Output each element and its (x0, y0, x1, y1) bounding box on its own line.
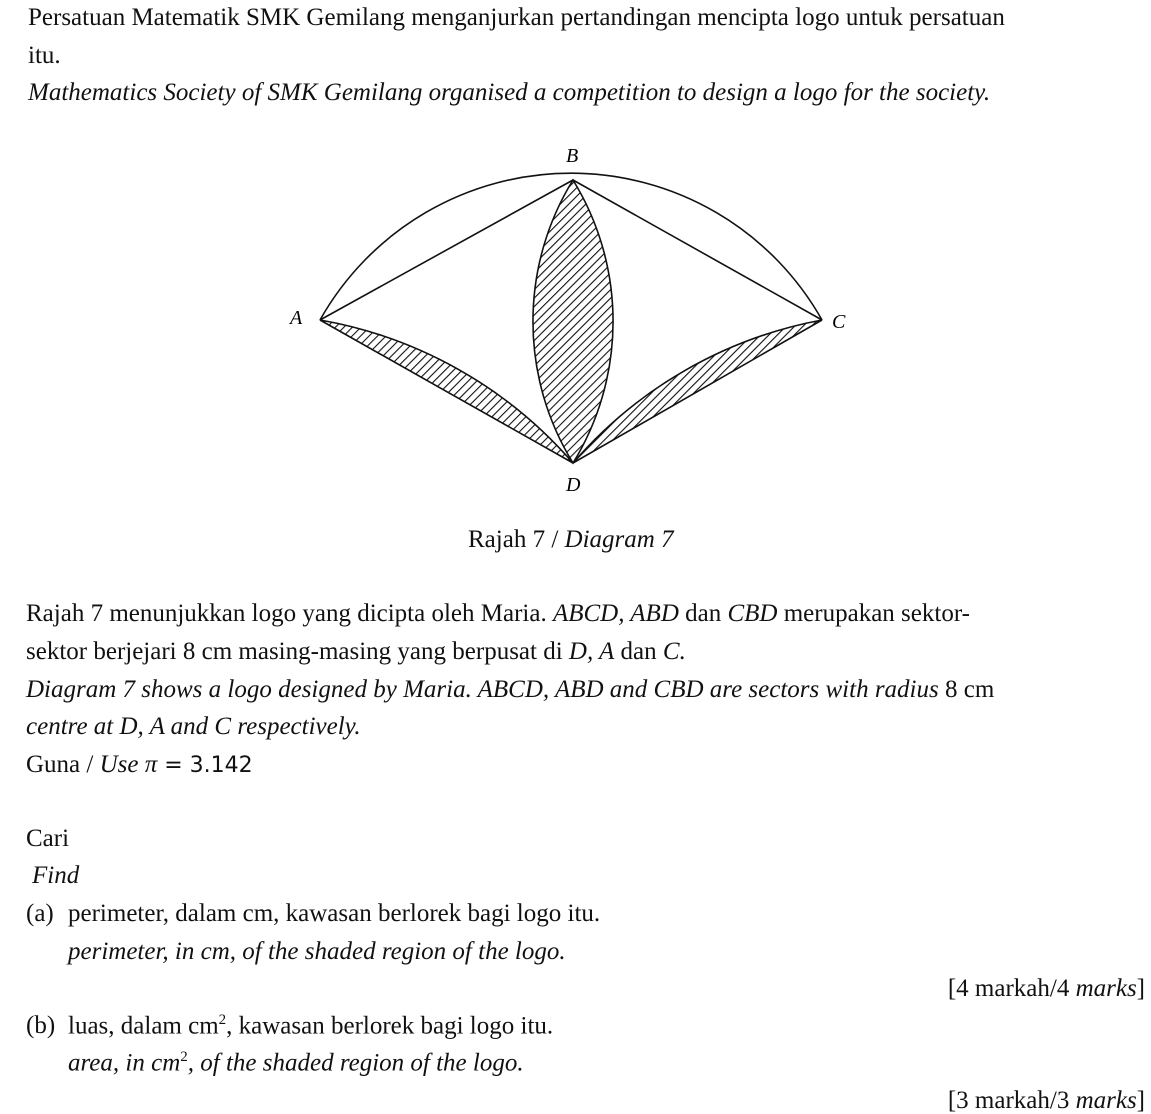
text: , of the shaded region of the logo. (187, 1049, 524, 1077)
text: [4 markah/4 (947, 975, 1076, 1002)
intro-english: Mathematics Society of SMK Gemilang organised a competition to design a logo for the society. (28, 79, 991, 106)
caption-english: Diagram 7 (564, 526, 674, 553)
text: area, in cm (68, 1049, 181, 1077)
text: 8 cm (938, 676, 995, 703)
question-b-malay (68, 1012, 553, 1040)
description-malay-line2 (26, 638, 686, 666)
text: [3 markah/3 (947, 1087, 1076, 1114)
text: Guna / (26, 751, 100, 778)
text: Rajah 7 menunjukkan logo yang dicipta oleh Maria. (26, 600, 553, 627)
text: C. (662, 638, 686, 665)
text: dan (678, 600, 728, 627)
text: ] (1136, 1087, 1145, 1114)
question-a-marks (948, 975, 1145, 1003)
intro-malay-line1: Persatuan Matematik SMK Gemilang menganjurkan pertandingan mencipta logo untuk persatuan (28, 4, 1005, 31)
question-b-label: (b) (26, 1012, 56, 1039)
text: Diagram 7 shows a logo designed by Maria. ABCD, ABD and CBD are sectors with radius (26, 676, 939, 703)
label-c: C (832, 311, 846, 333)
text: marks (1075, 1087, 1137, 1114)
find-malay: Cari (26, 825, 70, 852)
diagram-7 (0, 0, 1151, 520)
shaded-lens-bd (533, 180, 613, 463)
question-a-label: (a) (26, 900, 54, 927)
text: dan (614, 638, 663, 665)
text: = 3.142 (157, 753, 253, 778)
label-a: A (290, 307, 303, 329)
text: merupakan sektor- (777, 600, 970, 627)
superscript: 2 (218, 1012, 227, 1028)
label-d: D (566, 474, 581, 496)
text: marks (1075, 975, 1137, 1002)
superscript: 2 (180, 1049, 188, 1065)
description-english-line2: centre at D, A and C respectively. (26, 713, 361, 740)
caption-malay: Rajah 7 / (468, 526, 565, 553)
text: Use π (99, 751, 158, 778)
question-a-malay: perimeter, dalam cm, kawasan berlorek bagi logo itu. (68, 900, 601, 927)
text: sektor berjejari 8 cm masing-masing yang berpusat di (26, 638, 569, 665)
label-b: B (566, 145, 579, 167)
text: ] (1136, 975, 1145, 1002)
question-a-english: perimeter, in cm, of the shaded region of the logo. (68, 938, 566, 965)
find-english: Find (32, 862, 80, 889)
description-malay-line1 (26, 600, 970, 628)
question-b-english (68, 1049, 524, 1077)
text: CBD (727, 600, 778, 627)
text: , kawasan berlorek bagi logo itu. (226, 1012, 554, 1040)
text: ABCD, ABD (552, 600, 679, 627)
pi-instruction (26, 751, 253, 779)
diagram-caption (468, 526, 674, 554)
text: luas, dalam cm (68, 1012, 219, 1040)
question-b-marks (948, 1087, 1145, 1114)
intro-malay-line2: itu. (28, 42, 61, 69)
description-english-line1 (26, 676, 994, 704)
text: D, A (568, 638, 615, 665)
